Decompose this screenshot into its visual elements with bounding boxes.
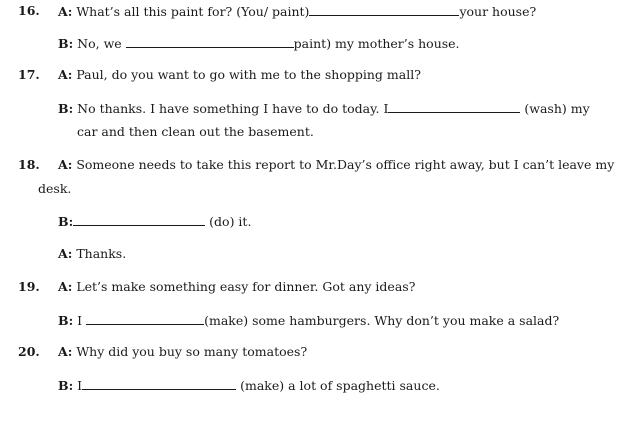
question-a-text: Let’s make something easy for dinner. Got any ideas?: [76, 279, 416, 294]
question-a-continuation: desk.: [38, 181, 72, 196]
reply-a-line: [58, 246, 126, 262]
question-a-line: [58, 157, 614, 173]
question-a-text: your house?: [459, 4, 537, 19]
answer-b-text: (do) it.: [209, 214, 252, 229]
question-number: 20.: [18, 344, 40, 359]
question-a-line: [58, 344, 307, 360]
speaker-a-label: A:: [58, 279, 73, 294]
answer-b-line: [58, 312, 559, 329]
speaker-b-label: B:: [58, 214, 74, 229]
question-number: 19.: [18, 279, 40, 294]
answer-b-text: paint) my mother’s house.: [293, 36, 460, 51]
speaker-b-label: B:: [58, 378, 74, 393]
speaker-b-label: B:: [58, 313, 74, 328]
answer-blank[interactable]: [309, 3, 459, 16]
speaker-a-label: A:: [58, 344, 73, 359]
answer-b-line: [58, 213, 251, 230]
question-a-text: Paul, do you want to go with me to the shopping mall?: [76, 67, 421, 82]
question-a-line: [58, 3, 536, 20]
question-number: 18.: [18, 157, 40, 172]
answer-b-text: (wash) my: [524, 101, 590, 116]
speaker-a-label: A:: [58, 4, 73, 19]
question-a-line: [58, 67, 421, 83]
answer-b-text: (make) a lot of spaghetti sauce.: [240, 378, 440, 393]
speaker-a-label: A:: [58, 67, 73, 82]
question-a-text: Someone needs to take this report to Mr.Day’s office right away, but I can’t leave my: [76, 157, 615, 172]
question-a-line: [58, 279, 415, 295]
answer-blank[interactable]: [126, 35, 294, 48]
question-a-text: What’s all this paint for? (You/ paint): [76, 4, 310, 19]
question-a-text: Why did you buy so many tomatoes?: [76, 344, 308, 359]
speaker-b-label: B:: [58, 36, 74, 51]
speaker-a-label: A:: [58, 246, 73, 261]
answer-b-text: (make) some hamburgers. Why don’t you make a salad?: [204, 313, 560, 328]
question-number: 16.: [18, 3, 40, 18]
answer-b-text: No, we: [77, 36, 122, 51]
answer-b-text: I: [77, 378, 83, 393]
answer-blank[interactable]: [388, 100, 520, 113]
answer-blank[interactable]: [86, 312, 204, 325]
answer-blank[interactable]: [73, 213, 205, 226]
answer-b-text: I: [77, 313, 83, 328]
answer-b-line: [58, 100, 590, 117]
reply-a-text: Thanks.: [76, 246, 127, 261]
answer-b-line: [58, 377, 440, 394]
question-number: 17.: [18, 67, 40, 82]
speaker-a-label: A:: [58, 157, 73, 172]
answer-b-line: [58, 35, 460, 52]
answer-b-text: No thanks. I have something I have to do today. I: [77, 101, 389, 116]
answer-blank[interactable]: [82, 377, 236, 390]
speaker-b-label: B:: [58, 101, 74, 116]
answer-b-continuation: car and then clean out the basement.: [77, 124, 314, 139]
